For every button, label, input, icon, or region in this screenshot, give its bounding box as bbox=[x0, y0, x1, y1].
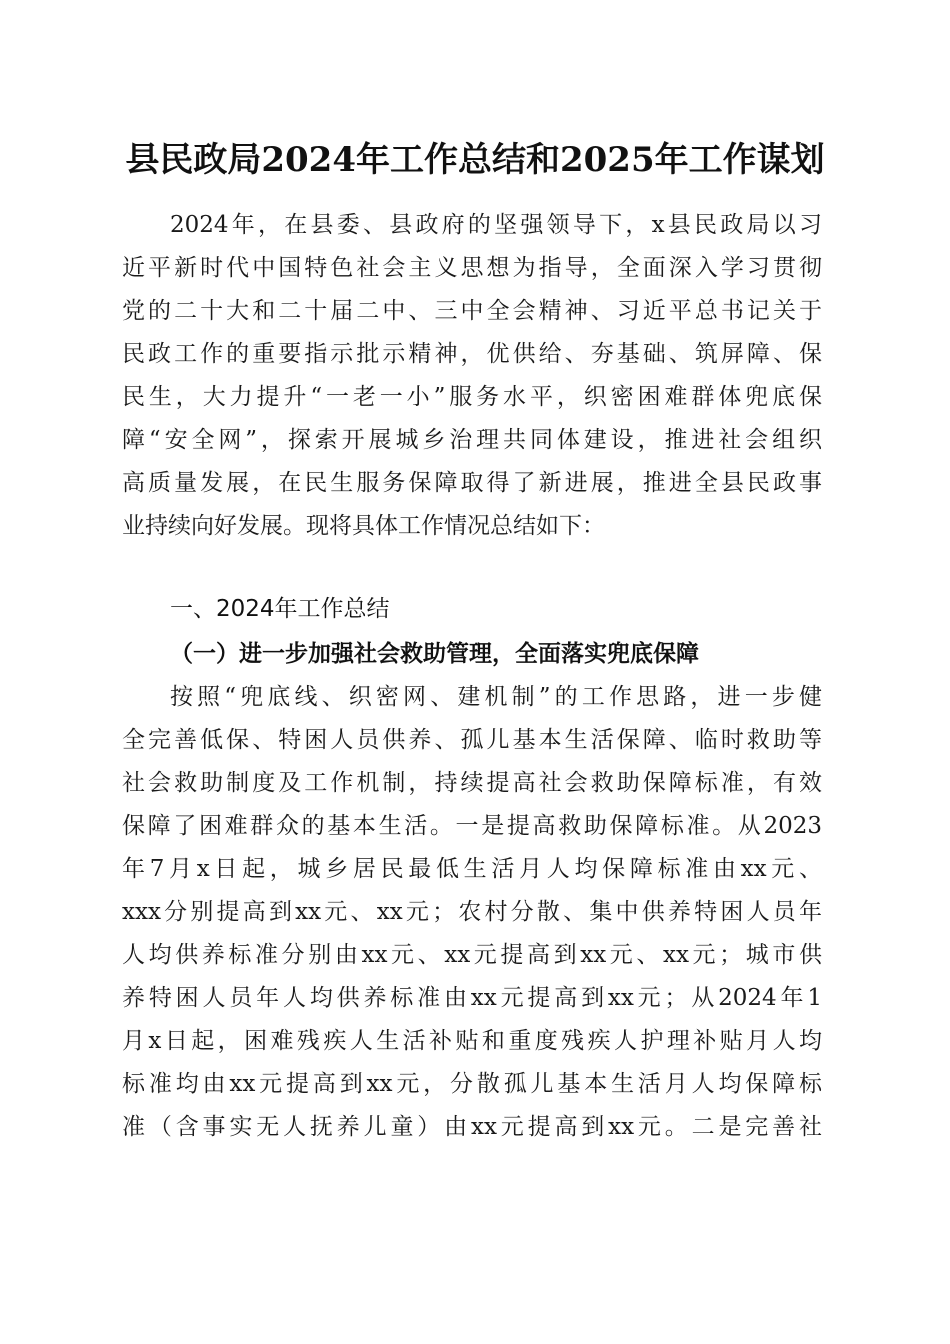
body-line: 月x日起，困难残疾人生活补贴和重度残疾人护理补贴月人均 bbox=[122, 1028, 822, 1054]
section-heading: 一、2024年工作总结 bbox=[170, 596, 390, 622]
body-line: xxx分别提高到xx元、xx元；农村分散、集中供养特困人员年 bbox=[122, 899, 822, 925]
intro-line: 民生，大力提升“一老一小”服务水平，织密困难群体兜底保 bbox=[122, 384, 822, 410]
body-line: 养特困人员年人均供养标准由xx元提高到xx元；从2024年1 bbox=[122, 985, 822, 1011]
body-line: 年7月x日起，城乡居民最低生活月人均保障标准由xx元、 bbox=[122, 856, 822, 882]
intro-line: 近平新时代中国特色社会主义思想为指导，全面深入学习贯彻 bbox=[122, 255, 822, 281]
body-line: 人均供养标准分别由xx元、xx元提高到xx元、xx元；城市供 bbox=[122, 942, 822, 968]
body-line: 保障了困难群众的基本生活。一是提高救助保障标准。从2023 bbox=[122, 813, 822, 839]
intro-line: 民政工作的重要指示批示精神，优供给、夯基础、筑屏障、保 bbox=[122, 341, 822, 367]
body-line: 准（含事实无人抚养儿童）由xx元提高到xx元。二是完善社 bbox=[122, 1114, 822, 1140]
subsection-heading: （一）进一步加强社会救助管理，全面落实兜底保障 bbox=[170, 640, 699, 667]
body-line: 社会救助制度及工作机制，持续提高社会救助保障标准，有效 bbox=[122, 770, 822, 796]
intro-line: 障“安全网”，探索开展城乡治理共同体建设，推进社会组织 bbox=[122, 427, 822, 453]
intro-line: 业持续向好发展。现将具体工作情况总结如下： bbox=[122, 513, 605, 539]
body-line: 全完善低保、特困人员供养、孤儿基本生活保障、临时救助等 bbox=[122, 727, 822, 753]
intro-line: 2024年，在县委、县政府的坚强领导下，x县民政局以习 bbox=[170, 212, 822, 238]
body-line: 标准均由xx元提高到xx元，分散孤儿基本生活月人均保障标 bbox=[122, 1071, 822, 1097]
intro-line: 党的二十大和二十届二中、三中全会精神、习近平总书记关于 bbox=[122, 298, 822, 324]
body-line: 按照“兜底线、织密网、建机制”的工作思路，进一步健 bbox=[170, 684, 822, 710]
intro-line: 高质量发展，在民生服务保障取得了新进展，推进全县民政事 bbox=[122, 470, 822, 496]
document-title: 县民政局2024年工作总结和2025年工作谋划 bbox=[125, 140, 825, 180]
